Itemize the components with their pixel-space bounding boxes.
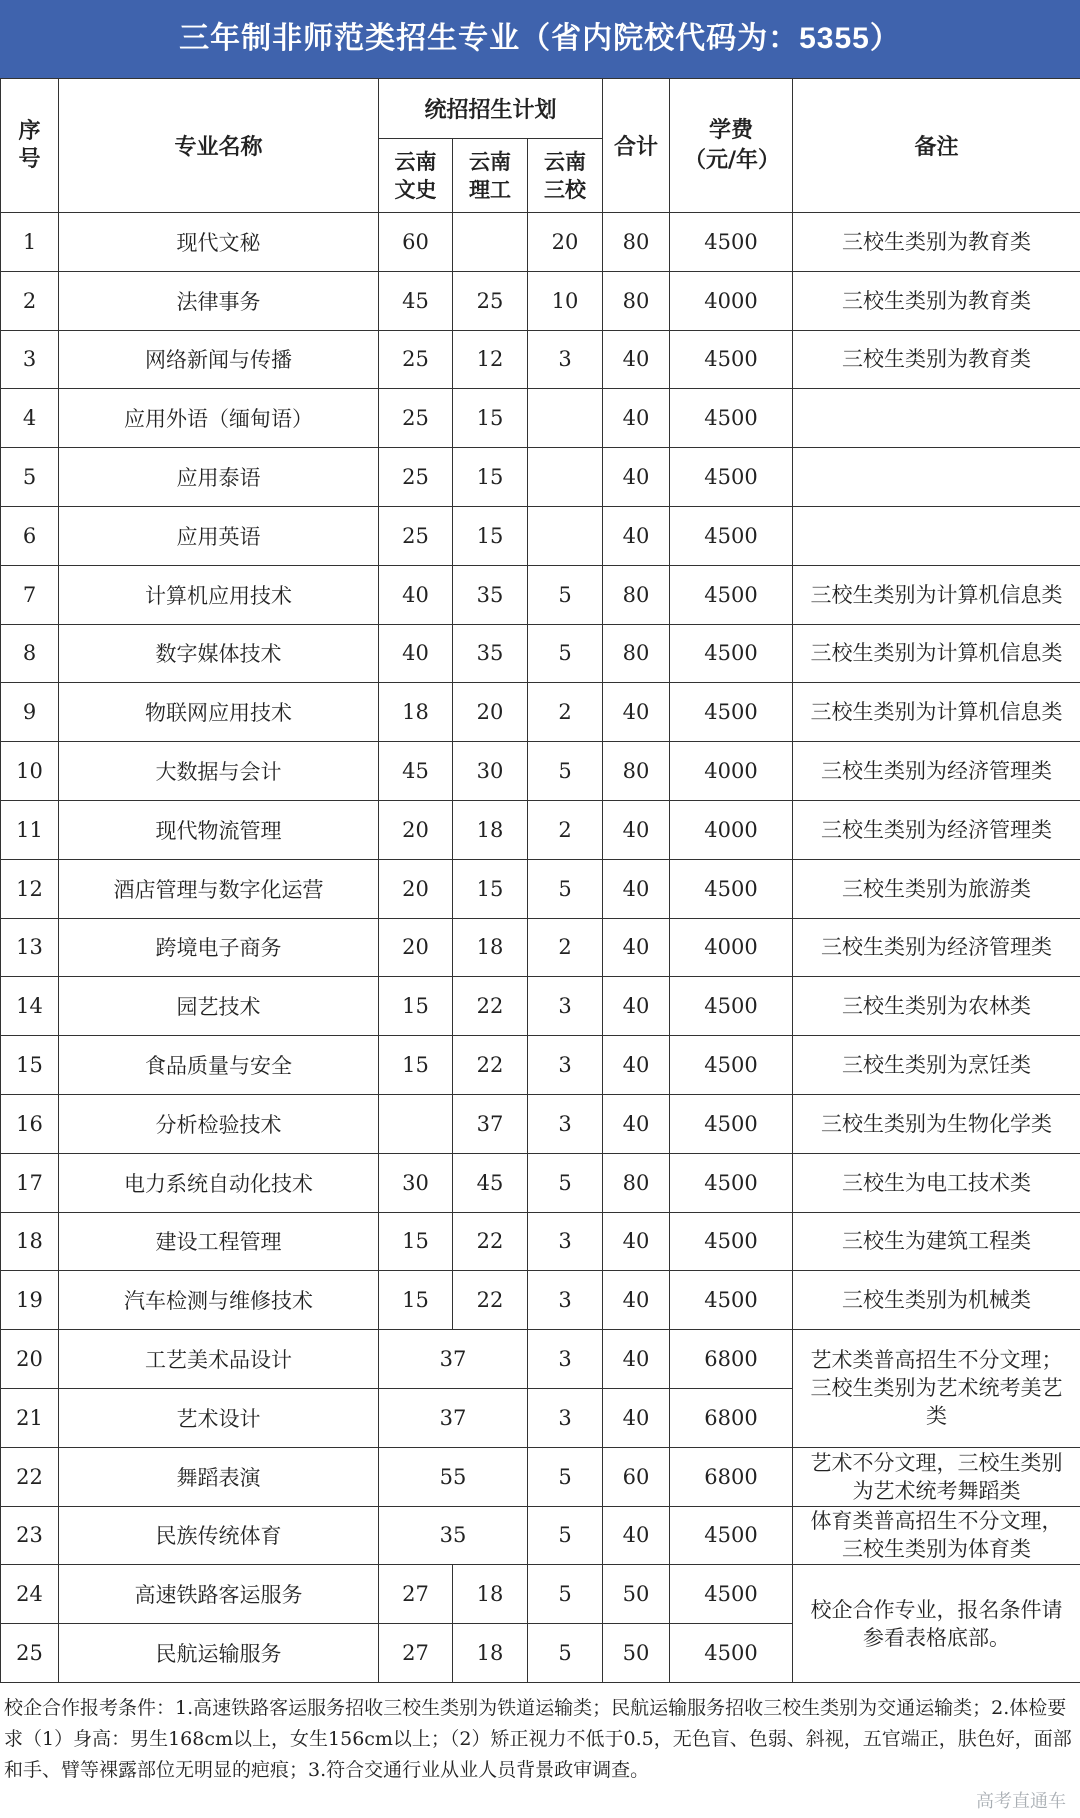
cell-total: 80 xyxy=(603,742,670,801)
cell-sanxiao: 3 xyxy=(528,1271,603,1330)
cell-fee: 4500 xyxy=(670,1212,793,1271)
cell-remark: 三校生类别为教育类 xyxy=(793,271,1080,330)
cell-total: 80 xyxy=(603,565,670,624)
cell-wenshi: 25 xyxy=(379,448,453,507)
cell-seq: 14 xyxy=(1,977,59,1036)
cell-remark: 三校生类别为计算机信息类 xyxy=(793,624,1080,683)
cell-name: 应用英语 xyxy=(59,506,379,565)
cell-fee: 4500 xyxy=(670,448,793,507)
table-row xyxy=(1,1330,1080,1389)
cell-fee: 4000 xyxy=(670,271,793,330)
cell-fee: 4500 xyxy=(670,330,793,389)
cell-fee: 4500 xyxy=(670,506,793,565)
cell-seq: 25 xyxy=(1,1624,59,1683)
cell-wenshi: 25 xyxy=(379,330,453,389)
table-row xyxy=(1,800,1080,859)
header-remark: 备注 xyxy=(793,79,1080,213)
cell-seq: 10 xyxy=(1,742,59,801)
cell-wenshi: 40 xyxy=(379,624,453,683)
cell-combined-plan: 35 xyxy=(379,1506,528,1565)
cell-seq: 4 xyxy=(1,389,59,448)
cell-sanxiao: 5 xyxy=(528,1565,603,1624)
cell-ligong: 25 xyxy=(453,271,528,330)
cell-fee: 4500 xyxy=(670,683,793,742)
cell-name: 园艺技术 xyxy=(59,977,379,1036)
cell-wenshi: 25 xyxy=(379,389,453,448)
cell-remark: 三校生类别为农林类 xyxy=(793,977,1080,1036)
cell-sanxiao: 5 xyxy=(528,1624,603,1683)
cell-sanxiao: 3 xyxy=(528,977,603,1036)
cell-seq: 3 xyxy=(1,330,59,389)
cell-total: 80 xyxy=(603,213,670,272)
enrollment-table xyxy=(0,78,1080,1683)
cell-wenshi xyxy=(379,1094,453,1153)
cell-sanxiao: 2 xyxy=(528,918,603,977)
cell-total: 40 xyxy=(603,1094,670,1153)
cell-total: 50 xyxy=(603,1624,670,1683)
cell-ligong: 18 xyxy=(453,1565,528,1624)
cell-seq: 5 xyxy=(1,448,59,507)
cell-seq: 2 xyxy=(1,271,59,330)
cell-remark: 三校生类别为教育类 xyxy=(793,213,1080,272)
cell-remark: 艺术类普高招生不分文理；三校生类别为艺术统考美艺类 xyxy=(793,1330,1080,1448)
cell-name: 食品质量与安全 xyxy=(59,1036,379,1095)
cell-remark xyxy=(793,389,1080,448)
cell-total: 40 xyxy=(603,918,670,977)
cell-seq: 19 xyxy=(1,1271,59,1330)
cell-total: 80 xyxy=(603,271,670,330)
cell-seq: 23 xyxy=(1,1506,59,1565)
table-row xyxy=(1,389,1080,448)
cell-name: 大数据与会计 xyxy=(59,742,379,801)
cell-ligong: 30 xyxy=(453,742,528,801)
cell-sanxiao: 2 xyxy=(528,800,603,859)
cell-name: 工艺美术品设计 xyxy=(59,1330,379,1389)
cell-total: 40 xyxy=(603,859,670,918)
cell-seq: 12 xyxy=(1,859,59,918)
table-row xyxy=(1,213,1080,272)
cell-fee: 4500 xyxy=(670,1036,793,1095)
cell-ligong: 18 xyxy=(453,918,528,977)
cell-name: 汽车检测与维修技术 xyxy=(59,1271,379,1330)
cell-ligong: 35 xyxy=(453,624,528,683)
cell-name: 艺术设计 xyxy=(59,1388,379,1447)
cell-total: 40 xyxy=(603,683,670,742)
cell-combined-plan: 37 xyxy=(379,1330,528,1389)
cell-total: 40 xyxy=(603,977,670,1036)
cell-sanxiao xyxy=(528,448,603,507)
cell-fee: 4500 xyxy=(670,1624,793,1683)
cell-seq: 7 xyxy=(1,565,59,624)
cell-name: 网络新闻与传播 xyxy=(59,330,379,389)
cell-seq: 17 xyxy=(1,1153,59,1212)
cell-fee: 4500 xyxy=(670,1506,793,1565)
cell-total: 40 xyxy=(603,1388,670,1447)
cell-wenshi: 18 xyxy=(379,683,453,742)
cell-name: 跨境电子商务 xyxy=(59,918,379,977)
cell-total: 40 xyxy=(603,1506,670,1565)
cell-ligong: 20 xyxy=(453,683,528,742)
cell-ligong: 18 xyxy=(453,1624,528,1683)
cell-name: 建设工程管理 xyxy=(59,1212,379,1271)
cell-name: 物联网应用技术 xyxy=(59,683,379,742)
cell-sanxiao: 3 xyxy=(528,1212,603,1271)
cell-remark: 体育类普高招生不分文理，三校生类别为体育类 xyxy=(793,1506,1080,1565)
cell-total: 40 xyxy=(603,1330,670,1389)
cell-wenshi: 27 xyxy=(379,1565,453,1624)
cell-wenshi: 20 xyxy=(379,859,453,918)
cell-name: 计算机应用技术 xyxy=(59,565,379,624)
header-total: 合计 xyxy=(603,79,670,213)
cell-sanxiao: 3 xyxy=(528,1388,603,1447)
cell-name: 舞蹈表演 xyxy=(59,1447,379,1506)
watermark: 高考直通车 xyxy=(976,1791,1066,1812)
cell-total: 40 xyxy=(603,389,670,448)
cell-total: 40 xyxy=(603,330,670,389)
cell-total: 50 xyxy=(603,1565,670,1624)
cell-fee: 6800 xyxy=(670,1388,793,1447)
cell-sanxiao: 5 xyxy=(528,565,603,624)
cell-fee: 4500 xyxy=(670,977,793,1036)
cell-wenshi: 20 xyxy=(379,918,453,977)
cell-wenshi: 30 xyxy=(379,1153,453,1212)
cell-ligong xyxy=(453,213,528,272)
cell-ligong: 37 xyxy=(453,1094,528,1153)
table-row xyxy=(1,1565,1080,1624)
cell-fee: 4500 xyxy=(670,389,793,448)
cell-wenshi: 15 xyxy=(379,1271,453,1330)
cell-remark: 三校生类别为经济管理类 xyxy=(793,742,1080,801)
cell-ligong: 15 xyxy=(453,448,528,507)
cell-sanxiao: 10 xyxy=(528,271,603,330)
cell-remark xyxy=(793,448,1080,507)
cell-seq: 13 xyxy=(1,918,59,977)
cell-wenshi: 60 xyxy=(379,213,453,272)
cell-total: 40 xyxy=(603,1212,670,1271)
cell-sanxiao: 3 xyxy=(528,1330,603,1389)
cell-remark: 三校生类别为经济管理类 xyxy=(793,800,1080,859)
cell-total: 40 xyxy=(603,448,670,507)
cell-fee: 4500 xyxy=(670,1271,793,1330)
cell-remark: 艺术不分文理，三校生类别为艺术统考舞蹈类 xyxy=(793,1447,1080,1506)
cell-total: 40 xyxy=(603,506,670,565)
cell-name: 现代物流管理 xyxy=(59,800,379,859)
cell-remark: 三校生类别为机械类 xyxy=(793,1271,1080,1330)
table-body xyxy=(1,213,1080,1683)
cell-sanxiao: 5 xyxy=(528,1506,603,1565)
cell-seq: 22 xyxy=(1,1447,59,1506)
cell-remark: 三校生类别为教育类 xyxy=(793,330,1080,389)
cell-sanxiao: 3 xyxy=(528,330,603,389)
cell-remark: 三校生类别为计算机信息类 xyxy=(793,565,1080,624)
table-row xyxy=(1,330,1080,389)
cell-ligong: 35 xyxy=(453,565,528,624)
cell-wenshi: 45 xyxy=(379,271,453,330)
table-row xyxy=(1,977,1080,1036)
cell-fee: 4500 xyxy=(670,213,793,272)
cell-fee: 4500 xyxy=(670,624,793,683)
table-row xyxy=(1,1447,1080,1506)
table-row xyxy=(1,565,1080,624)
cell-seq: 8 xyxy=(1,624,59,683)
table-row xyxy=(1,742,1080,801)
table-row xyxy=(1,918,1080,977)
cell-sanxiao: 5 xyxy=(528,1153,603,1212)
cell-fee: 4000 xyxy=(670,742,793,801)
cell-sanxiao: 5 xyxy=(528,859,603,918)
table-row xyxy=(1,859,1080,918)
cell-ligong: 22 xyxy=(453,1271,528,1330)
cell-fee: 4000 xyxy=(670,918,793,977)
table-row xyxy=(1,1506,1080,1565)
cell-remark: 三校生类别为经济管理类 xyxy=(793,918,1080,977)
cell-total: 60 xyxy=(603,1447,670,1506)
cell-sanxiao xyxy=(528,506,603,565)
cell-ligong: 22 xyxy=(453,977,528,1036)
cell-combined-plan: 55 xyxy=(379,1447,528,1506)
cell-sanxiao: 5 xyxy=(528,1447,603,1506)
cell-name: 数字媒体技术 xyxy=(59,624,379,683)
table-row xyxy=(1,271,1080,330)
cell-name: 电力系统自动化技术 xyxy=(59,1153,379,1212)
cell-sanxiao: 3 xyxy=(528,1036,603,1095)
table-row xyxy=(1,1094,1080,1153)
table-row xyxy=(1,683,1080,742)
table-row xyxy=(1,1212,1080,1271)
table-row xyxy=(1,1153,1080,1212)
page-title: 三年制非师范类招生专业（省内院校代码为：5355） xyxy=(0,0,1080,78)
header-name: 专业名称 xyxy=(59,79,379,213)
cell-wenshi: 15 xyxy=(379,1212,453,1271)
cell-fee: 4000 xyxy=(670,800,793,859)
cell-seq: 1 xyxy=(1,213,59,272)
cell-seq: 20 xyxy=(1,1330,59,1389)
cell-fee: 6800 xyxy=(670,1330,793,1389)
cell-remark: 三校生类别为旅游类 xyxy=(793,859,1080,918)
cell-name: 民族传统体育 xyxy=(59,1506,379,1565)
cell-ligong: 22 xyxy=(453,1036,528,1095)
cell-remark: 三校生为建筑工程类 xyxy=(793,1212,1080,1271)
cell-sanxiao: 2 xyxy=(528,683,603,742)
cell-fee: 4500 xyxy=(670,1565,793,1624)
cell-name: 分析检验技术 xyxy=(59,1094,379,1153)
cell-sanxiao: 5 xyxy=(528,624,603,683)
table-row xyxy=(1,506,1080,565)
cell-remark: 三校生类别为生物化学类 xyxy=(793,1094,1080,1153)
cell-total: 80 xyxy=(603,1153,670,1212)
header-sanxiao: 云南三校 xyxy=(528,139,603,213)
header-ligong: 云南理工 xyxy=(453,139,528,213)
cell-ligong: 18 xyxy=(453,800,528,859)
cell-ligong: 12 xyxy=(453,330,528,389)
cell-remark: 三校生类别为计算机信息类 xyxy=(793,683,1080,742)
cell-name: 应用外语（缅甸语） xyxy=(59,389,379,448)
table-row xyxy=(1,448,1080,507)
cell-sanxiao xyxy=(528,389,603,448)
cell-fee: 4500 xyxy=(670,565,793,624)
cell-sanxiao: 3 xyxy=(528,1094,603,1153)
cell-fee: 4500 xyxy=(670,859,793,918)
cell-remark: 三校生类别为烹饪类 xyxy=(793,1036,1080,1095)
cell-name: 民航运输服务 xyxy=(59,1624,379,1683)
cell-sanxiao: 5 xyxy=(528,742,603,801)
cell-wenshi: 40 xyxy=(379,565,453,624)
cell-ligong: 45 xyxy=(453,1153,528,1212)
cell-wenshi: 25 xyxy=(379,506,453,565)
cell-name: 现代文秘 xyxy=(59,213,379,272)
header-plan: 统招招生计划 xyxy=(379,79,603,139)
header-wenshi: 云南文史 xyxy=(379,139,453,213)
cell-name: 法律事务 xyxy=(59,271,379,330)
cell-name: 酒店管理与数字化运营 xyxy=(59,859,379,918)
cell-fee: 4500 xyxy=(670,1153,793,1212)
cell-ligong: 15 xyxy=(453,859,528,918)
cell-seq: 9 xyxy=(1,683,59,742)
table-header xyxy=(1,79,1080,213)
cell-seq: 18 xyxy=(1,1212,59,1271)
cell-seq: 24 xyxy=(1,1565,59,1624)
cell-wenshi: 20 xyxy=(379,800,453,859)
cell-name: 应用泰语 xyxy=(59,448,379,507)
cell-wenshi: 15 xyxy=(379,977,453,1036)
cell-sanxiao: 20 xyxy=(528,213,603,272)
header-seq: 序号 xyxy=(1,79,59,213)
cell-seq: 21 xyxy=(1,1388,59,1447)
table-row xyxy=(1,1036,1080,1095)
table-row xyxy=(1,1271,1080,1330)
header-fee: 学费（元/年） xyxy=(670,79,793,213)
cell-remark: 校企合作专业，报名条件请参看表格底部。 xyxy=(793,1565,1080,1683)
cell-name: 高速铁路客运服务 xyxy=(59,1565,379,1624)
cell-seq: 15 xyxy=(1,1036,59,1095)
cell-combined-plan: 37 xyxy=(379,1388,528,1447)
cell-total: 40 xyxy=(603,1036,670,1095)
cell-fee: 6800 xyxy=(670,1447,793,1506)
footer-notes: 校企合作报考条件：1.高速铁路客运服务招收三校生类别为铁道运输类；民航运输服务招收三校生类别为交通运输类；2.体检要求（1）身高：男生168cm以上，女生156cm以上；（2）矫正视力不低于0.5，无色盲、色弱、斜视，五官端正，肤色好，面部和手、臂等裸露部位无明显的疤痕；3.符合交通行业从业人员背景政审调查。 xyxy=(4,1697,1072,1781)
cell-seq: 11 xyxy=(1,800,59,859)
table-row xyxy=(1,624,1080,683)
cell-ligong: 22 xyxy=(453,1212,528,1271)
cell-seq: 16 xyxy=(1,1094,59,1153)
cell-seq: 6 xyxy=(1,506,59,565)
cell-ligong: 15 xyxy=(453,389,528,448)
cell-ligong: 15 xyxy=(453,506,528,565)
cell-wenshi: 27 xyxy=(379,1624,453,1683)
cell-remark: 三校生为电工技术类 xyxy=(793,1153,1080,1212)
cell-wenshi: 15 xyxy=(379,1036,453,1095)
cell-remark xyxy=(793,506,1080,565)
cell-total: 40 xyxy=(603,1271,670,1330)
cell-fee: 4500 xyxy=(670,1094,793,1153)
cell-wenshi: 45 xyxy=(379,742,453,801)
cell-total: 40 xyxy=(603,800,670,859)
cell-total: 80 xyxy=(603,624,670,683)
